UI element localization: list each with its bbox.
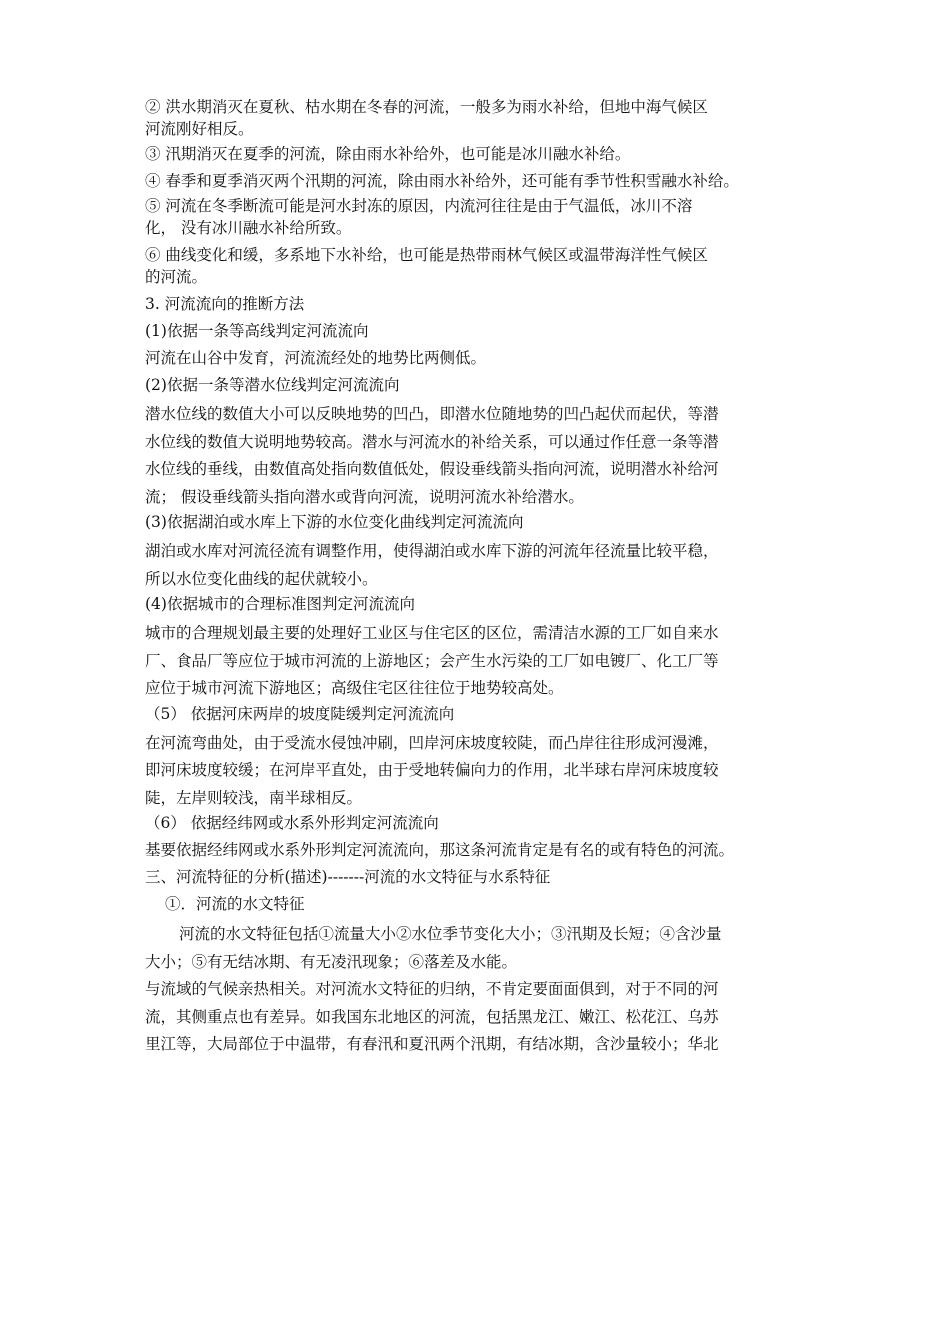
text-line: ⑤ 河流在冬季断流可能是河水封冻的原因，内流河往往是由于气温低，冰川不溶 (145, 197, 693, 215)
text-line: 湖泊或水库对河流径流有调整作用，使得湖泊或水库下游的河流年径流量比较平稳， (145, 542, 719, 560)
text-line: ⑥ 曲线变化和缓，多系地下水补给，也可能是热带雨林气候区或温带海洋性气候区 (145, 246, 708, 264)
text-line: 水位线的垂线，由数值高处指向数值低处，假设垂线箭头指向河流，说明潜水补给河 (145, 460, 719, 478)
subsection-1-text (145, 921, 825, 976)
method-2-heading: (2)依据一条等潜水位线判定河流流向 (145, 376, 400, 394)
paragraph-item-2 (145, 96, 825, 140)
text-line: 大小；⑤有无结冰期、有无凌汛现象；⑥落差及水能。 (145, 952, 518, 971)
text-line: 所以水位变化曲线的起伏就较小。 (145, 569, 378, 588)
text-line: 里江等，大局部位于中温带，有春汛和夏汛两个汛期，有结冰期，含沙量较小；华北 (145, 1035, 719, 1053)
text-line: ③ 汛期消灭在夏季的河流，除由雨水补给外，也可能是冰川融水补给。 (145, 145, 631, 163)
method-5-heading: （5） 依据河床两岸的坡度陡缓判定河流流向 (145, 704, 455, 723)
method-3-heading: (3)依据湖泊或水库上下游的水位变化曲线判定河流流向 (145, 513, 524, 531)
text-line: 与流域的气候亲热相关。对河流水文特征的归纳，不肯定要面面俱到，对于不同的河 (145, 980, 719, 998)
text-line: 河流的水文特征包括①流量大小②水位季节变化大小；③汛期及长短；④含沙量 (179, 925, 722, 943)
text-line: 潜水位线的数值大小可以反映地势的凹凸，即潜水位随地势的凹凸起伏而起伏，等潜 (145, 405, 719, 423)
document-body (145, 96, 825, 1059)
text-line: 陡，左岸则较浅，南半球相反。 (145, 788, 363, 807)
paragraph-item-3 (145, 143, 825, 165)
text-line: 化， 没有冰川融水补给所致。 (145, 219, 352, 237)
text-line: 的河流。 (145, 268, 208, 286)
method-6-text: 基要依据经纬网或水系外形判定河流流向，那这条河流肯定是有名的或有特色的河流。 (145, 841, 735, 859)
method-1-text: 河流在山谷中发育，河流流经处的地势比两侧低。 (145, 349, 487, 367)
method-6-heading: （6） 依据经纬网或水系外形判定河流流向 (145, 814, 439, 832)
text-line: ② 洪水期消灭在夏秋、枯水期在冬春的河流，一般多为雨水补给，但地中海气候区 (145, 98, 708, 116)
section-3-heading: 3. 河流流向的推断方法 (145, 295, 305, 313)
method-4-heading: (4)依据城市的合理标准图判定河流流向 (145, 595, 415, 613)
subsection-1-heading: ①．河流的水文特征 (165, 895, 305, 913)
text-line: 在河流弯曲处，由于受流水侵蚀冲刷，凹岸河床坡度较陡，而凸岸往往形成河漫滩， (145, 733, 719, 752)
text-line: 厂、食品厂等应位于城市河流的上游地区；会产生水污染的工厂如电镀厂、化工厂等 (145, 651, 719, 670)
paragraph-item-5 (145, 195, 825, 239)
method-3-text (145, 538, 825, 593)
text-line: 应位于城市河流下游地区；高级住宅区往往位于地势较高处。 (145, 679, 564, 697)
method-5-text (145, 730, 825, 813)
text-line: 水位线的数值大说明地势较高。潜水与河流水的补给关系，可以通过作任意一条等潜 (145, 432, 719, 451)
text-line: 流，其侧重点也有差异。如我国东北地区的河流，包括黑龙江、嫩江、松花江、乌苏 (145, 1007, 719, 1026)
text-line: 流； 假设垂线箭头指向潜水或背向河流，说明河流水补给潜水。 (145, 487, 584, 506)
method-2-text (145, 401, 825, 511)
text-line: 河流刚好相反。 (145, 120, 254, 138)
subsection-1-more-text (145, 976, 825, 1059)
text-line: ④ 春季和夏季消灭两个汛期的河流，除由雨水补给外，还可能有季节性积雪融水补给。 (145, 172, 739, 190)
method-4-text (145, 620, 825, 703)
paragraph-item-6 (145, 244, 825, 288)
text-line: 即河床坡度较缓；在河岸平直处，由于受地转偏向力的作用，北半球右岸河床坡度较 (145, 761, 719, 779)
method-1-heading: (1)依据一条等高线判定河流流向 (145, 322, 369, 340)
paragraph-item-4 (145, 170, 825, 192)
part-3-heading: 三、河流特征的分析(描述)-------河流的水文特征与水系特征 (145, 868, 551, 886)
text-line: 城市的合理规划最主要的处理好工业区与住宅区的区位，需清洁水源的工厂如自来水 (145, 624, 719, 642)
